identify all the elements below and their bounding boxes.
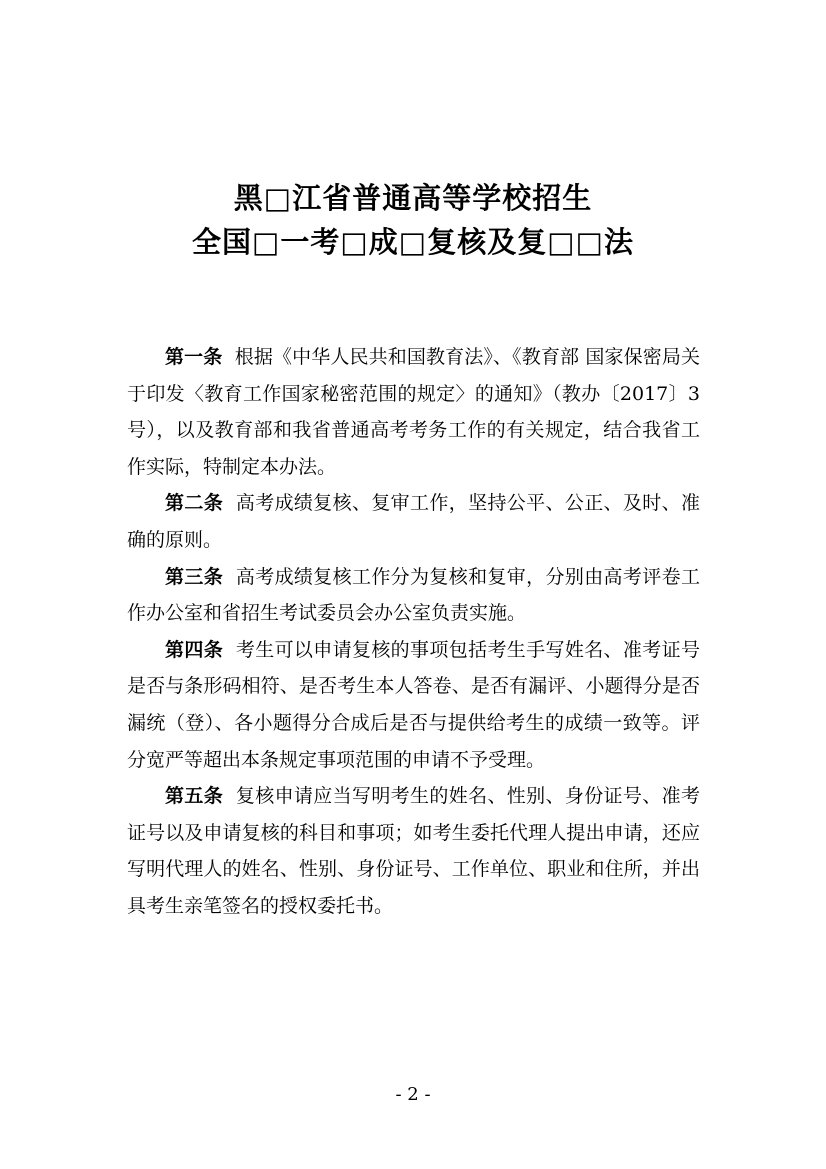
article-label: 第四条 <box>165 638 224 661</box>
article-text: 考生可以申请复核的事项包括考生手写姓名、准考证号是否与条形码相符、是否考生本人答卷、是否有漏评、小题得分是否漏统（登）、各小题得分合成后是否与提供给考生的成绩一致等。评分宽严等超出本条规定事项范围的申请不予受理。 <box>127 638 700 771</box>
article-text: 高考成绩复核、复审工作，坚持公平、公正、及时、准确的原则。 <box>127 492 700 551</box>
article-2 <box>127 485 700 558</box>
page-number: - 2 - <box>395 1084 431 1105</box>
document-body <box>127 339 700 925</box>
article-text: 高考成绩复核工作分为复核和复审，分别由高考评卷工作办公室和省招生考试委员会办公室负责实施。 <box>127 565 700 625</box>
article-1 <box>127 339 700 485</box>
article-text: 根据《中华人民共和国教育法》、《教育部 国家保密局关于印发〈教育工作国家秘密范围的规定〉的通知》（教办〔2017〕3号），以及教育部和我省普通高考考务工作的有关规定，结合我省工作实际，特制定本办法。 <box>127 346 700 478</box>
article-text: 复核申请应当写明考生的姓名、性别、身份证号、准考证号以及申请复核的科目和事项；如考生委托代理人提出申请，还应写明代理人的姓名、性别、身份证号、工作单位、职业和住所，并出具考生亲笔签名的授权委托书。 <box>127 785 700 917</box>
document-title-line2: 全国□一考□成□复核及复□□法 <box>192 225 634 259</box>
article-3 <box>127 559 700 632</box>
article-4 <box>127 632 700 778</box>
article-label: 第五条 <box>165 785 224 808</box>
article-5 <box>127 778 700 924</box>
document-title-line1: 黑□江省普通高等学校招生 <box>233 181 593 215</box>
article-label: 第三条 <box>165 565 224 588</box>
article-label: 第二条 <box>165 492 224 515</box>
article-label: 第一条 <box>165 346 223 368</box>
